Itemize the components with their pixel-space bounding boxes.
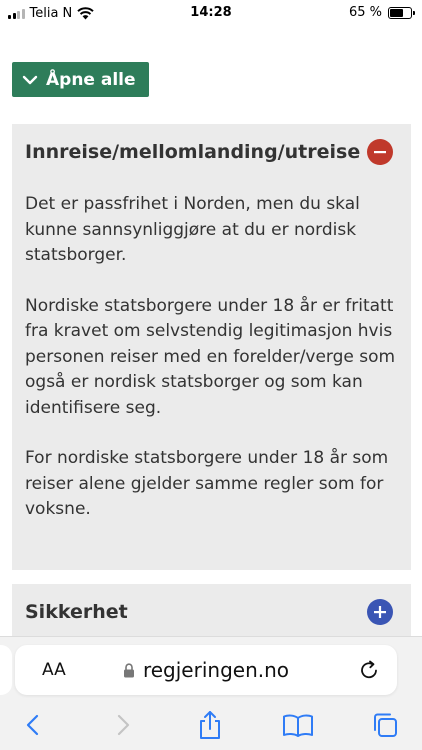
accordion-section-entry xyxy=(12,124,411,570)
back-button[interactable] xyxy=(17,709,49,741)
lock-icon xyxy=(123,663,135,678)
book-icon xyxy=(282,712,314,738)
section-paragraph: Nordiske statsborgere under 18 år er fritatt fra kravet om selvstendig legitimasjon hvis personen reiser med en forelder/verge som også er nordisk statsborger og som kan identifisere seg. xyxy=(25,295,396,418)
chevron-down-icon xyxy=(22,72,38,88)
open-all-label: Åpne alle xyxy=(46,69,136,90)
url-display[interactable] xyxy=(15,658,397,682)
section-paragraph: For nordiske statsborgere under 18 år som reiser alene gjelder samme regler som for voksne. xyxy=(25,448,389,519)
browser-bottom-bar xyxy=(0,636,422,750)
status-bar xyxy=(0,0,422,28)
chevron-right-icon xyxy=(113,713,133,737)
forward-button[interactable] xyxy=(107,709,139,741)
accordion-section-security xyxy=(12,584,411,640)
open-all-button[interactable] xyxy=(12,62,149,97)
battery-percent: 65 % xyxy=(348,5,382,20)
section-paragraph: Det er passfrihet i Norden, men du skal kunne sannsynliggjøre at du er nordisk statsborger. xyxy=(25,194,360,265)
chevron-left-icon xyxy=(23,713,43,737)
previous-tab-pill[interactable] xyxy=(0,645,12,695)
url-text: regjeringen.no xyxy=(142,658,290,682)
status-right xyxy=(349,5,412,20)
accordion-body-entry xyxy=(12,180,411,523)
bookmarks-button[interactable] xyxy=(282,709,314,741)
share-icon xyxy=(197,710,223,740)
carrier-name: Telia N xyxy=(29,6,73,21)
tabs-icon xyxy=(371,711,399,739)
address-bar[interactable] xyxy=(15,645,397,695)
accordion-header-security[interactable] xyxy=(12,584,411,640)
battery-level xyxy=(390,9,403,17)
expand-icon[interactable] xyxy=(367,599,393,625)
status-time: 14:28 xyxy=(190,5,232,20)
reload-icon[interactable] xyxy=(358,659,380,681)
browser-toolbar xyxy=(0,705,422,745)
battery-icon xyxy=(388,7,412,19)
section-title: Innreise/mellomlanding/utreise xyxy=(25,141,361,163)
section-title: Sikkerhet xyxy=(25,601,128,623)
tabs-button[interactable] xyxy=(369,709,401,741)
text-size-label: AA xyxy=(42,660,66,680)
accordion-header-entry[interactable] xyxy=(12,124,411,180)
collapse-icon[interactable] xyxy=(367,139,393,165)
share-button[interactable] xyxy=(194,709,226,741)
